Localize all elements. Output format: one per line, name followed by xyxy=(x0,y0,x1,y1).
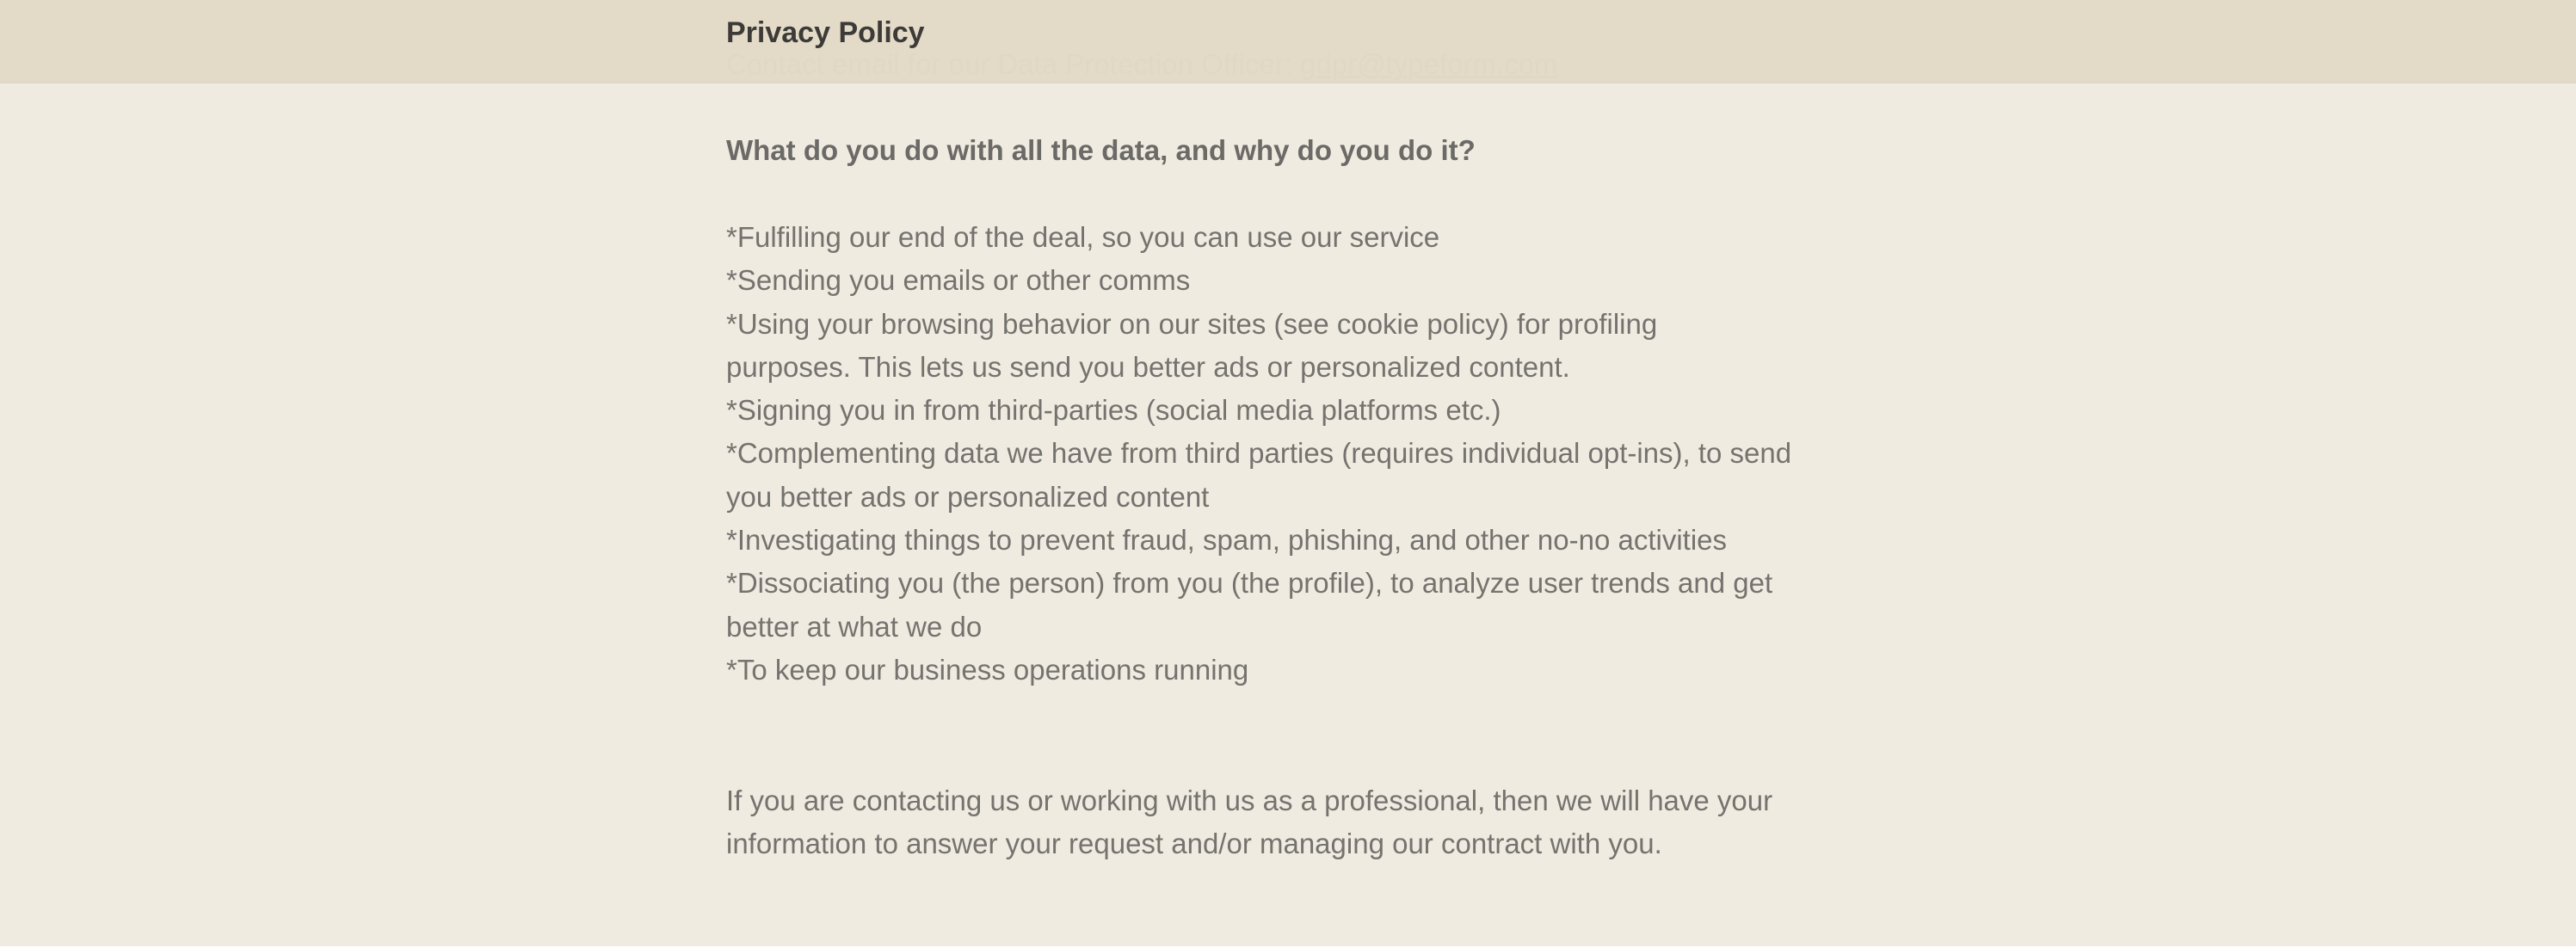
professional-contact-paragraph: If you are contacting us or working with us as a professional, then we will have your information to answer your request and/or managing our contract with you. xyxy=(726,785,1773,860)
list-item: *Investigating things to prevent fraud, spam, phishing, and other no-no activities xyxy=(726,524,1728,557)
list-item: *To keep our business operations running xyxy=(726,653,1249,686)
list-item: *Sending you emails or other comms xyxy=(726,264,1191,297)
sticky-header xyxy=(0,0,2576,83)
page-title: Privacy Policy xyxy=(726,16,925,49)
list-item: *Fulfilling our end of the deal, so you can use our service xyxy=(726,221,1440,253)
list-item: *Complementing data we have from third parties (requires individual opt-ins), to send you better ads or personalized content xyxy=(726,437,1792,513)
list-item: *Signing you in from third-parties (social media platforms etc.) xyxy=(726,394,1501,427)
list-item: *Using your browsing behavior on our sites (see cookie policy) for profiling purposes. This lets us send you better ads or personalized content. xyxy=(726,307,1658,383)
data-usage-list xyxy=(726,216,1845,692)
list-item: *Dissociating you (the person) from you (the profile), to analyze user trends and get better at what we do xyxy=(726,567,1773,643)
section-heading: What do you do with all the data, and why do you do it? xyxy=(726,134,1476,166)
